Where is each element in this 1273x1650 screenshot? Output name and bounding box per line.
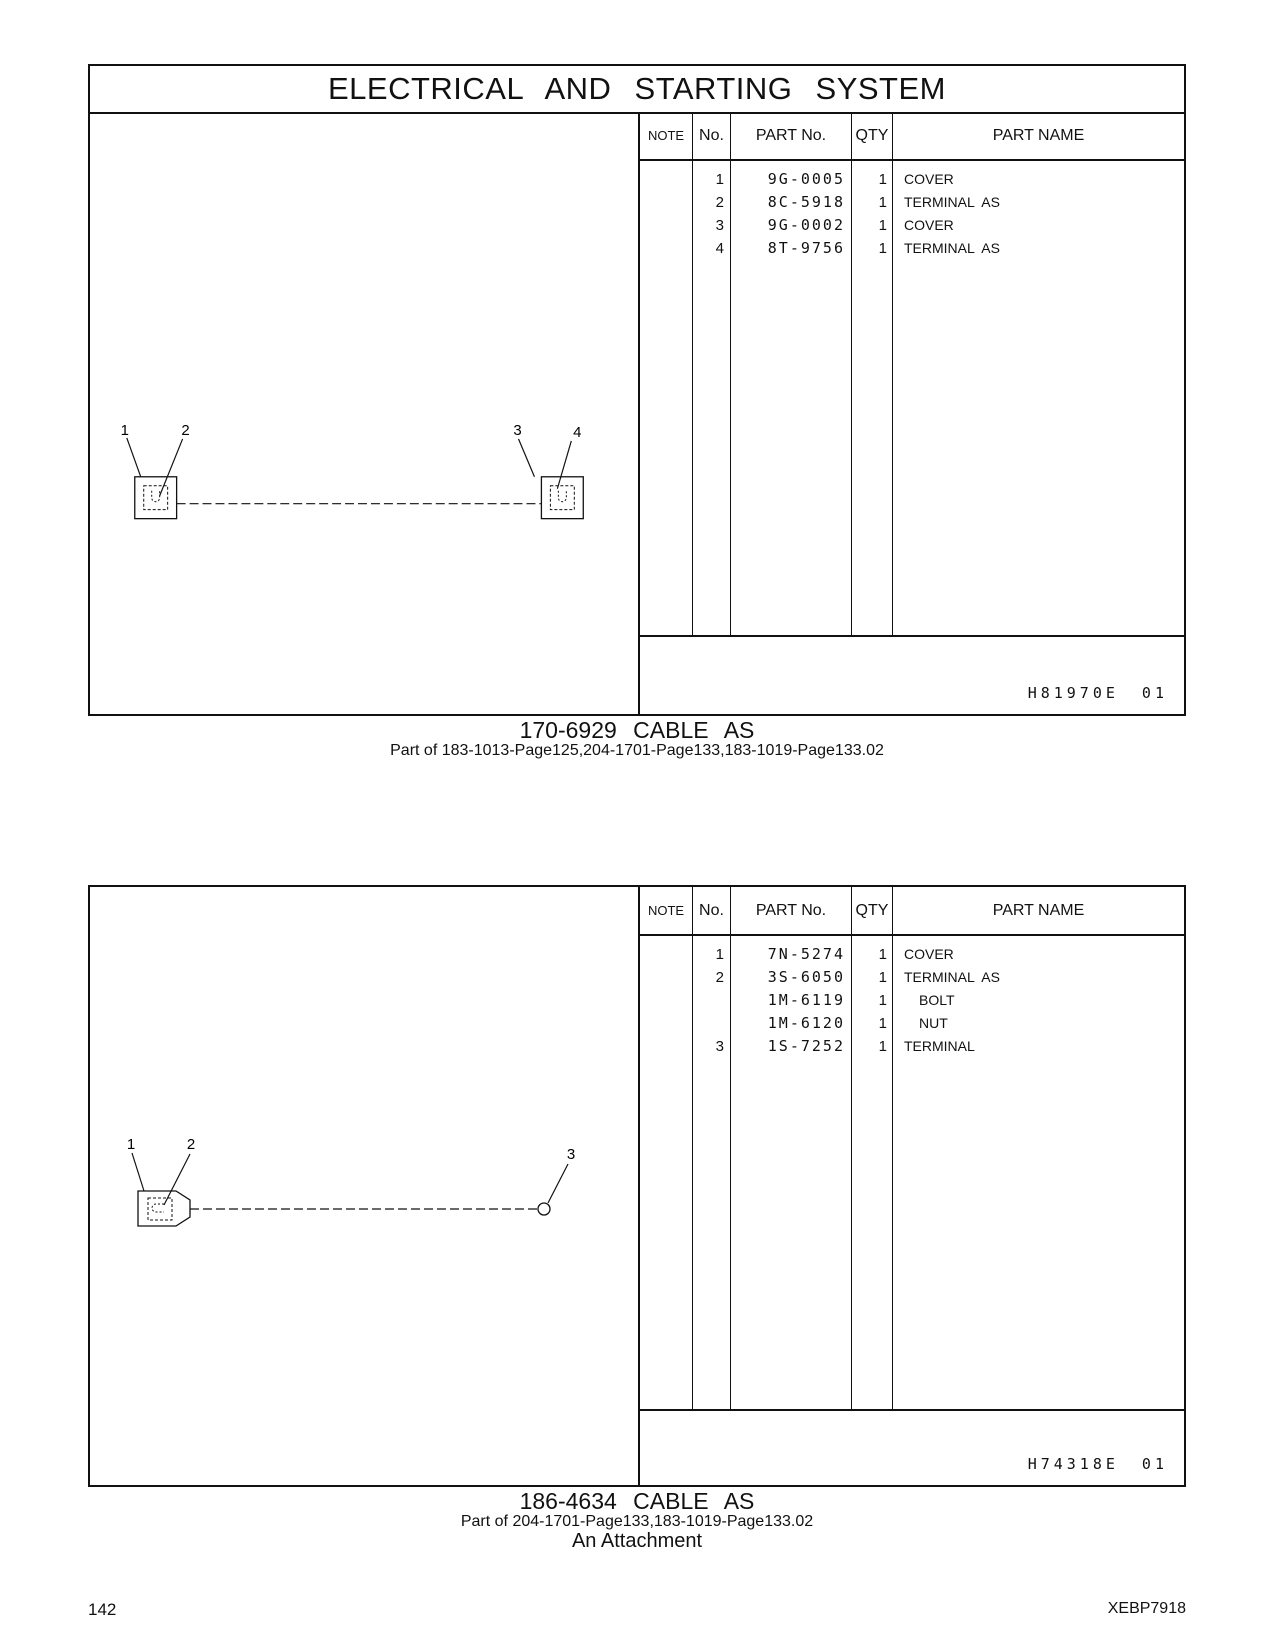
parts-frame-2 <box>88 885 1186 1487</box>
quantity: 1 <box>878 240 887 257</box>
part-number: 1M-6120 <box>767 1014 845 1032</box>
connector-body <box>138 1191 190 1226</box>
quantity: 1 <box>878 1038 887 1055</box>
header-no: No. <box>693 887 731 934</box>
part-name: BOLT <box>919 992 955 1008</box>
item-number <box>693 1012 724 1035</box>
caption-attachment-2: An Attachment <box>571 1530 703 1552</box>
item-number: 2 <box>715 194 724 211</box>
page-number: 142 <box>88 1600 117 1619</box>
part-name: COVER <box>904 171 954 187</box>
item-number: 3 <box>715 217 724 234</box>
part-number: 8C-5918 <box>767 193 845 211</box>
table-body-1 <box>640 161 1184 637</box>
callout-1: 1 <box>126 1136 136 1153</box>
header-part-no: PART No. <box>731 112 852 159</box>
caption-title-1: 170-6929 CABLE AS <box>519 717 755 743</box>
item-number: 4 <box>715 240 724 257</box>
caption-sub-1: Part of 183-1013-Page125,204-1701-Page133,183-1019-Page133.02 <box>390 742 884 759</box>
table-header-1 <box>640 112 1184 161</box>
table-row <box>640 989 1184 1012</box>
header-qty: QTY <box>852 112 893 159</box>
leader-2 <box>160 439 183 496</box>
part-number: 7N-5274 <box>767 945 845 963</box>
part-number: 9G-0002 <box>767 216 845 234</box>
part-name: COVER <box>904 217 954 233</box>
table-header-2 <box>640 887 1184 936</box>
leader-1 <box>127 438 141 477</box>
leader-3 <box>548 1164 568 1203</box>
left-connector-terminal <box>144 486 168 510</box>
item-number <box>693 989 724 1012</box>
connector-terminal <box>148 1198 172 1220</box>
caption-2 <box>88 1489 1186 1551</box>
caption-1 <box>88 718 1186 760</box>
header-part-name: PART NAME <box>992 901 1085 919</box>
part-name: TERMINAL AS <box>904 240 1000 256</box>
header-part-no: PART No. <box>731 887 852 934</box>
document-id: XEBP7918 <box>1107 1600 1186 1617</box>
part-name: TERMINAL AS <box>904 194 1000 210</box>
illustration-cable-186-4634 <box>90 887 640 1485</box>
right-connector-body <box>541 477 583 519</box>
part-name: TERMINAL <box>904 1038 975 1054</box>
part-name: COVER <box>904 946 954 962</box>
callout-2: 2 <box>186 1136 196 1153</box>
callout-3: 3 <box>566 1146 576 1163</box>
table-row <box>640 943 1184 966</box>
parts-table-2 <box>640 887 1184 1485</box>
callout-4: 4 <box>573 423 582 441</box>
quantity: 1 <box>878 946 887 963</box>
callout-1: 1 <box>120 421 129 439</box>
part-name: TERMINAL AS <box>904 969 1000 985</box>
table-row <box>640 168 1184 191</box>
header-note: NOTE <box>640 112 693 159</box>
cable-diagram-1 <box>90 112 638 714</box>
part-number: 8T-9756 <box>767 239 845 257</box>
header-qty: QTY <box>852 887 893 934</box>
illustration-cable-170-6929 <box>90 112 640 714</box>
quantity: 1 <box>878 194 887 211</box>
parts-table-1 <box>640 112 1184 714</box>
quantity: 1 <box>878 969 887 986</box>
caption-title-2: 186-4634 CABLE AS <box>519 1488 755 1514</box>
leader-4 <box>557 441 571 489</box>
quantity: 1 <box>878 171 887 188</box>
caption-sub-2: Part of 204-1701-Page133,183-1019-Page133.02 <box>460 1513 814 1530</box>
table-row <box>640 237 1184 260</box>
table-row <box>640 1035 1184 1058</box>
quantity: 1 <box>878 992 887 1009</box>
item-number: 1 <box>715 171 724 188</box>
item-number: 2 <box>715 969 724 986</box>
item-number: 1 <box>715 946 724 963</box>
ring-terminal <box>538 1203 550 1215</box>
header-part-name: PART NAME <box>992 126 1085 144</box>
quantity: 1 <box>878 1015 887 1032</box>
table-row <box>640 191 1184 214</box>
page-title: ELECTRICAL AND STARTING SYSTEM <box>90 66 1184 114</box>
part-number: 1M-6119 <box>767 991 845 1009</box>
parts-frame-1 <box>88 64 1186 716</box>
cable-diagram-2 <box>90 887 638 1485</box>
terminal-hook <box>152 1204 164 1212</box>
illustration-id-1: H81970E 01 <box>1027 684 1168 702</box>
callout-3: 3 <box>513 421 522 439</box>
left-connector-body <box>135 477 177 519</box>
right-connector-terminal <box>550 486 574 510</box>
part-name: NUT <box>919 1015 948 1031</box>
leader-3 <box>518 439 534 477</box>
leader-1 <box>132 1153 144 1191</box>
header-no: No. <box>693 112 731 159</box>
quantity: 1 <box>878 217 887 234</box>
table-body-2 <box>640 936 1184 1411</box>
left-terminal-hook <box>152 491 160 502</box>
right-terminal-hook <box>558 491 566 502</box>
header-note: NOTE <box>640 887 693 934</box>
item-number: 3 <box>715 1038 724 1055</box>
part-number: 1S-7252 <box>767 1037 845 1055</box>
part-number: 3S-6050 <box>767 968 845 986</box>
table-row <box>640 1012 1184 1035</box>
table-row <box>640 214 1184 237</box>
table-row <box>640 966 1184 989</box>
part-number: 9G-0005 <box>767 170 845 188</box>
illustration-id-2: H74318E 01 <box>1027 1455 1168 1473</box>
callout-2: 2 <box>181 421 190 439</box>
